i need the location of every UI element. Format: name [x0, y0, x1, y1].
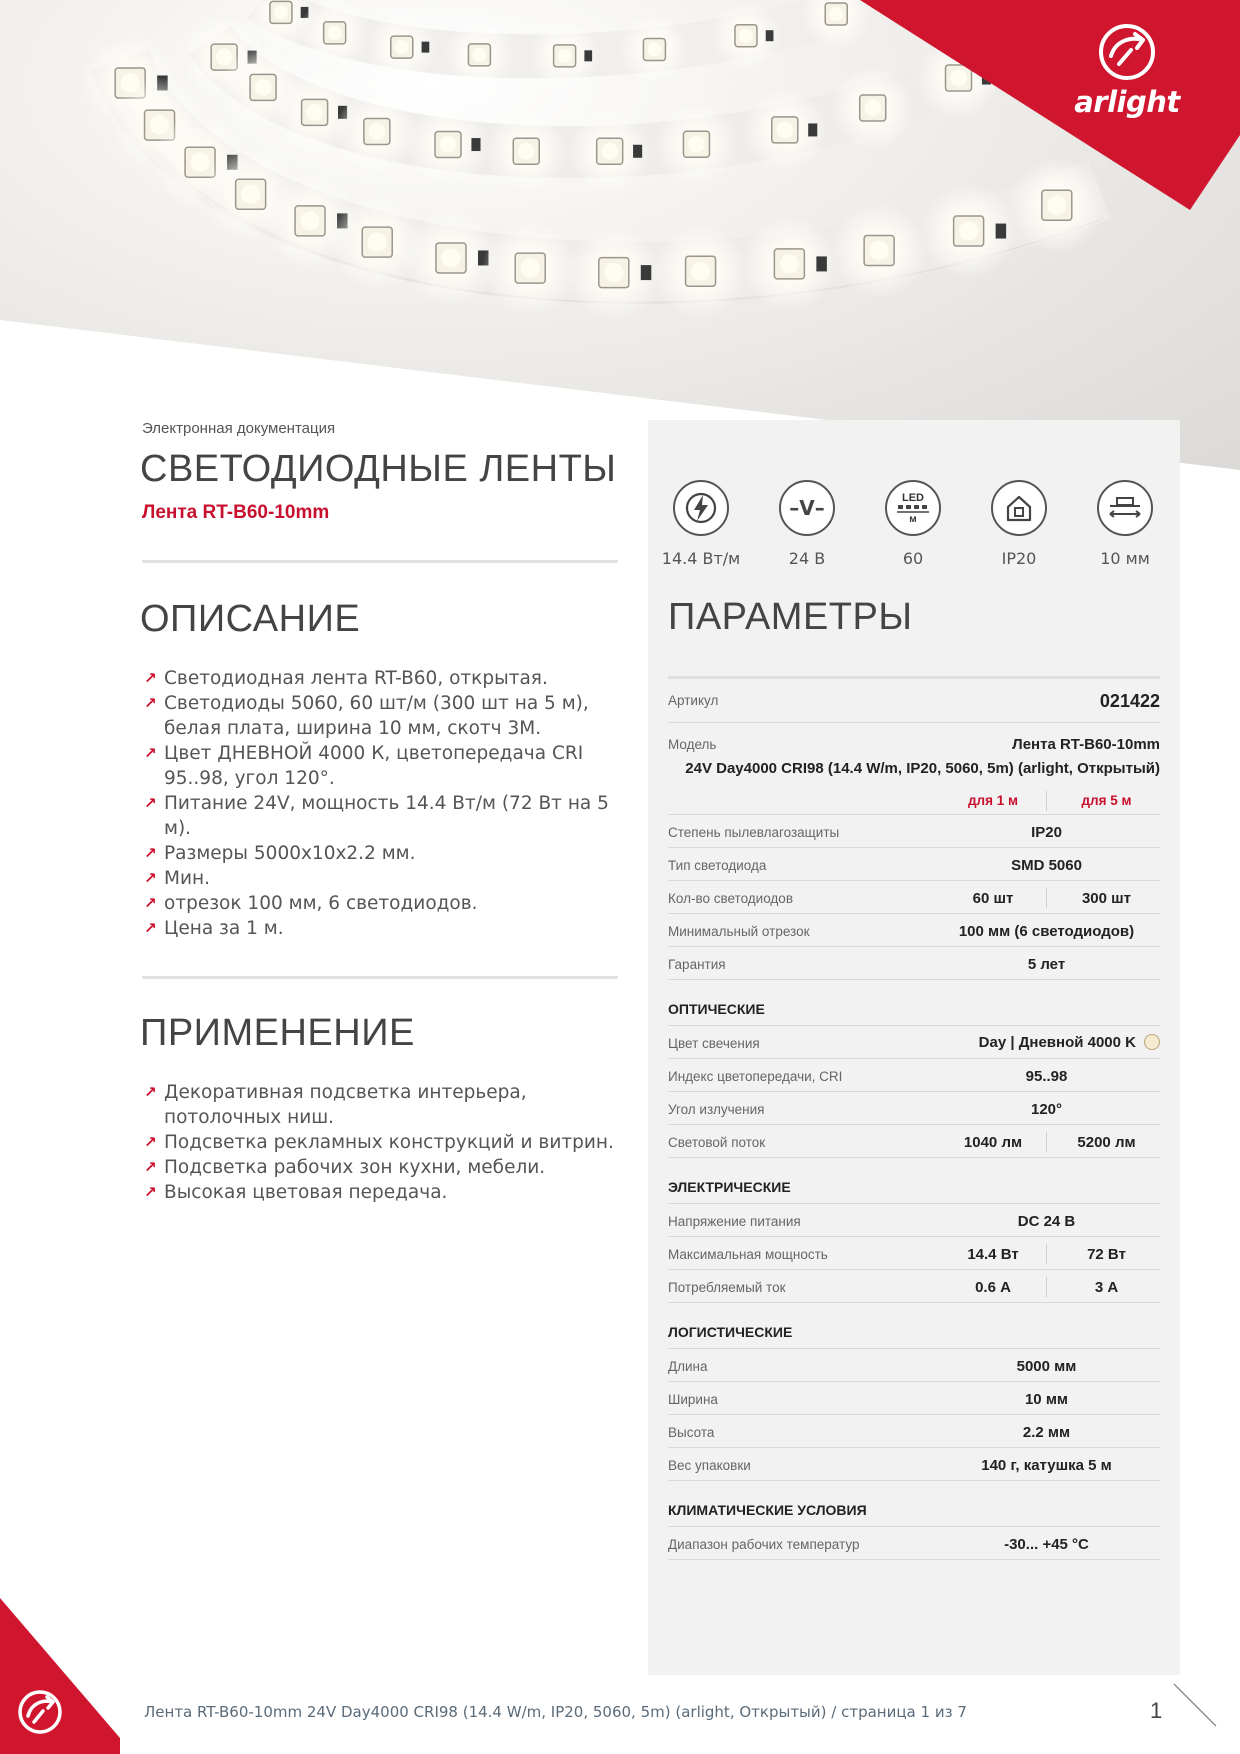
- table-row: [668, 1349, 1160, 1382]
- table-row: [668, 1382, 1160, 1415]
- table-row: [668, 914, 1160, 947]
- row-value: 95..98: [1025, 1068, 1068, 1085]
- row-value: 120°: [1030, 1101, 1063, 1118]
- article-value: 021422: [1099, 691, 1160, 711]
- bullet-arrow-icon: ↗: [144, 669, 157, 687]
- row-value: 5000 мм: [1016, 1358, 1077, 1375]
- color-swatch: [1144, 1034, 1160, 1050]
- application-list: [144, 1080, 614, 1205]
- column-5m: для 5 м: [1081, 793, 1132, 808]
- row-label: Цвет свечения: [668, 1036, 760, 1051]
- model-line1: Лента RT-B60-10mm: [1012, 736, 1160, 753]
- footer-text: Лента RT-B60-10mm 24V Day4000 CRI98 (14.4 W/m, IP20, 5060, 5m) (arlight, Открытый) / страница 1 из 7: [144, 1703, 967, 1721]
- bullet-arrow-icon: ↗: [144, 1183, 157, 1201]
- meter-text: м: [909, 513, 917, 525]
- spec-label: IP20: [1001, 549, 1037, 568]
- parameters-table: [668, 676, 1160, 1560]
- row-value-1m: 14.4 Вт: [967, 1246, 1019, 1263]
- row-value-1m: 1040 лм: [963, 1134, 1023, 1151]
- voltage-symbol: –V–: [789, 496, 825, 520]
- table-row: [668, 1092, 1160, 1125]
- row-label: Минимальный отрезок: [668, 924, 810, 939]
- table-row: [668, 1270, 1160, 1303]
- list-item: ↗ Мин.: [144, 868, 210, 889]
- row-value-5m: 3 А: [1094, 1279, 1119, 1296]
- table-row: [668, 1237, 1160, 1270]
- description-title: ОПИСАНИЕ: [140, 598, 361, 640]
- table-row: [668, 1059, 1160, 1092]
- divider: [142, 976, 618, 979]
- page-corner-line: [1170, 1680, 1220, 1730]
- row-value: IP20: [1031, 824, 1062, 841]
- bullet-arrow-icon: ↗: [144, 794, 157, 812]
- bullet-arrow-icon: ↗: [144, 844, 157, 862]
- row-label: Угол излучения: [668, 1102, 765, 1117]
- bullet-arrow-icon: ↗: [144, 919, 157, 937]
- description-list: [144, 666, 609, 941]
- section-climate: КЛИМАТИЧЕСКИЕ УСЛОВИЯ: [668, 1481, 1160, 1527]
- row-value: 10 мм: [1024, 1391, 1069, 1408]
- spec-icon-voltage: [754, 480, 860, 568]
- column-1m: для 1 м: [967, 793, 1019, 808]
- bullet-arrow-icon: ↗: [144, 1158, 157, 1176]
- row-label: Индекс цветопередачи, CRI: [668, 1069, 843, 1084]
- row-value-5m: 72 Вт: [1087, 1246, 1126, 1263]
- list-item: ↗ Светодиоды 5060, 60 шт/м (300 шт на 5 м), белая плата, ширина 10 мм, скотч 3M.: [144, 693, 589, 739]
- table-row: [668, 1415, 1160, 1448]
- table-row: [668, 815, 1160, 848]
- table-row: [668, 1448, 1160, 1481]
- section-optical: ОПТИЧЕСКИЕ: [668, 980, 1160, 1026]
- width-icon: [1097, 480, 1153, 536]
- ip-house-icon: [991, 480, 1047, 536]
- logo-corner: [860, 0, 1240, 215]
- spec-icon-width: [1072, 480, 1178, 568]
- table-row-color: [668, 1026, 1160, 1059]
- list-item: ↗ Высокая цветовая передача.: [144, 1182, 448, 1203]
- row-value-5m: 300 шт: [1081, 890, 1132, 907]
- row-value: 5 лет: [1027, 956, 1066, 973]
- row-value: SMD 5060: [1011, 857, 1082, 874]
- row-label: Напряжение питания: [668, 1214, 801, 1229]
- list-item: ↗ Цена за 1 м.: [144, 918, 284, 939]
- spec-label: 60: [902, 549, 924, 568]
- logo-text: arlight: [1074, 85, 1180, 119]
- bullet-arrow-icon: ↗: [144, 694, 157, 712]
- list-item: ↗ Подсветка рекламных конструкций и витрин.: [144, 1132, 614, 1153]
- row-value-1m: 0.6 А: [975, 1279, 1011, 1296]
- led-text: LED: [902, 491, 924, 504]
- table-row: [668, 1527, 1160, 1560]
- row-label: Степень пылевлагозащиты: [668, 825, 840, 840]
- row-label: Модель: [668, 737, 717, 752]
- row-label: Гарантия: [668, 957, 726, 972]
- section-electrical: ЭЛЕКТРИЧЕСКИЕ: [668, 1158, 1160, 1204]
- row-label: Артикул: [668, 693, 719, 708]
- bullet-arrow-icon: ↗: [144, 894, 157, 912]
- table-row: [668, 947, 1160, 980]
- list-item: ↗ Питание 24V, мощность 14.4 Вт/м (72 Вт на 5 м).: [144, 793, 609, 839]
- table-row: [668, 848, 1160, 881]
- spec-label: 10 мм: [1100, 549, 1150, 568]
- page-number: 1: [1150, 1698, 1163, 1723]
- list-item: ↗ Подсветка рабочих зон кухни, мебели.: [144, 1157, 546, 1178]
- spec-icons-row: [648, 480, 1180, 570]
- table-row-article: [668, 679, 1160, 723]
- product-subtitle: Лента RT-B60-10mm: [142, 502, 330, 523]
- voltage-icon: [779, 480, 835, 536]
- row-label: Вес упаковки: [668, 1458, 751, 1473]
- arlight-logo[interactable]: [1042, 22, 1212, 119]
- power-bolt-icon: [673, 480, 729, 536]
- table-row-model: [668, 723, 1160, 785]
- spec-icon-power: [648, 480, 754, 568]
- page-title: СВЕТОДИОДНЫЕ ЛЕНТЫ: [140, 448, 617, 490]
- bullet-arrow-icon: ↗: [144, 869, 157, 887]
- section-logistics: ЛОГИСТИЧЕСКИЕ: [668, 1303, 1160, 1349]
- row-label: Ширина: [668, 1392, 718, 1407]
- bullet-arrow-icon: ↗: [144, 1133, 157, 1151]
- table-row: [668, 1204, 1160, 1237]
- row-label: Максимальная мощность: [668, 1247, 828, 1262]
- row-label: Кол-во светодиодов: [668, 891, 793, 906]
- row-value: DC 24 В: [1017, 1213, 1076, 1230]
- row-label: Потребляемый ток: [668, 1280, 786, 1295]
- row-value-1m: 60 шт: [972, 890, 1014, 907]
- row-value-5m: 5200 лм: [1077, 1134, 1136, 1151]
- table-row: [668, 881, 1160, 914]
- row-label: Тип светодиода: [668, 858, 767, 873]
- row-label: Световой поток: [668, 1135, 766, 1150]
- application-title: ПРИМЕНЕНИЕ: [140, 1012, 415, 1054]
- row-label: Длина: [668, 1359, 708, 1374]
- model-line2: 24V Day4000 CRI98 (14.4 W/m, IP20, 5060, 5m) (arlight, Открытый): [685, 760, 1160, 777]
- table-row: [668, 1125, 1160, 1158]
- doc-label: Электронная документация: [142, 420, 336, 437]
- list-item: ↗ отрезок 100 мм, 6 светодиодов.: [144, 893, 478, 914]
- spec-label: 24 В: [788, 549, 826, 568]
- color-value: Day | Дневной 4000 K: [979, 1034, 1160, 1051]
- list-item: ↗ Светодиодная лента RT-B60, открытая.: [144, 668, 548, 689]
- led-per-meter-icon: [885, 480, 941, 536]
- spec-icon-led: [860, 480, 966, 568]
- bullet-arrow-icon: ↗: [144, 744, 157, 762]
- footer-logo-corner: [0, 1598, 120, 1754]
- column-headers: [668, 785, 1160, 815]
- list-item: ↗ Декоративная подсветка интерьера, потолочных ниш.: [144, 1082, 527, 1128]
- arlight-logo-icon: [1097, 22, 1157, 82]
- bullet-arrow-icon: ↗: [144, 1083, 157, 1101]
- list-item: ↗ Размеры 5000x10x2.2 мм.: [144, 843, 416, 864]
- row-label: Высота: [668, 1425, 715, 1440]
- list-item: ↗ Цвет ДНЕВНОЙ 4000 К, цветопередача CRI 95..98, угол 120°.: [144, 743, 584, 789]
- spec-label: 14.4 Вт/м: [661, 549, 741, 568]
- row-value: 100 мм (6 светодиодов): [958, 923, 1135, 940]
- divider: [142, 560, 618, 563]
- spec-icon-ip: [966, 480, 1072, 568]
- row-value: -30... +45 °C: [1004, 1536, 1089, 1553]
- row-label: Диапазон рабочих температур: [668, 1537, 860, 1552]
- row-value: 140 г, катушка 5 м: [981, 1457, 1112, 1474]
- row-value: 2.2 мм: [1022, 1424, 1071, 1441]
- parameters-title: ПАРАМЕТРЫ: [668, 596, 913, 638]
